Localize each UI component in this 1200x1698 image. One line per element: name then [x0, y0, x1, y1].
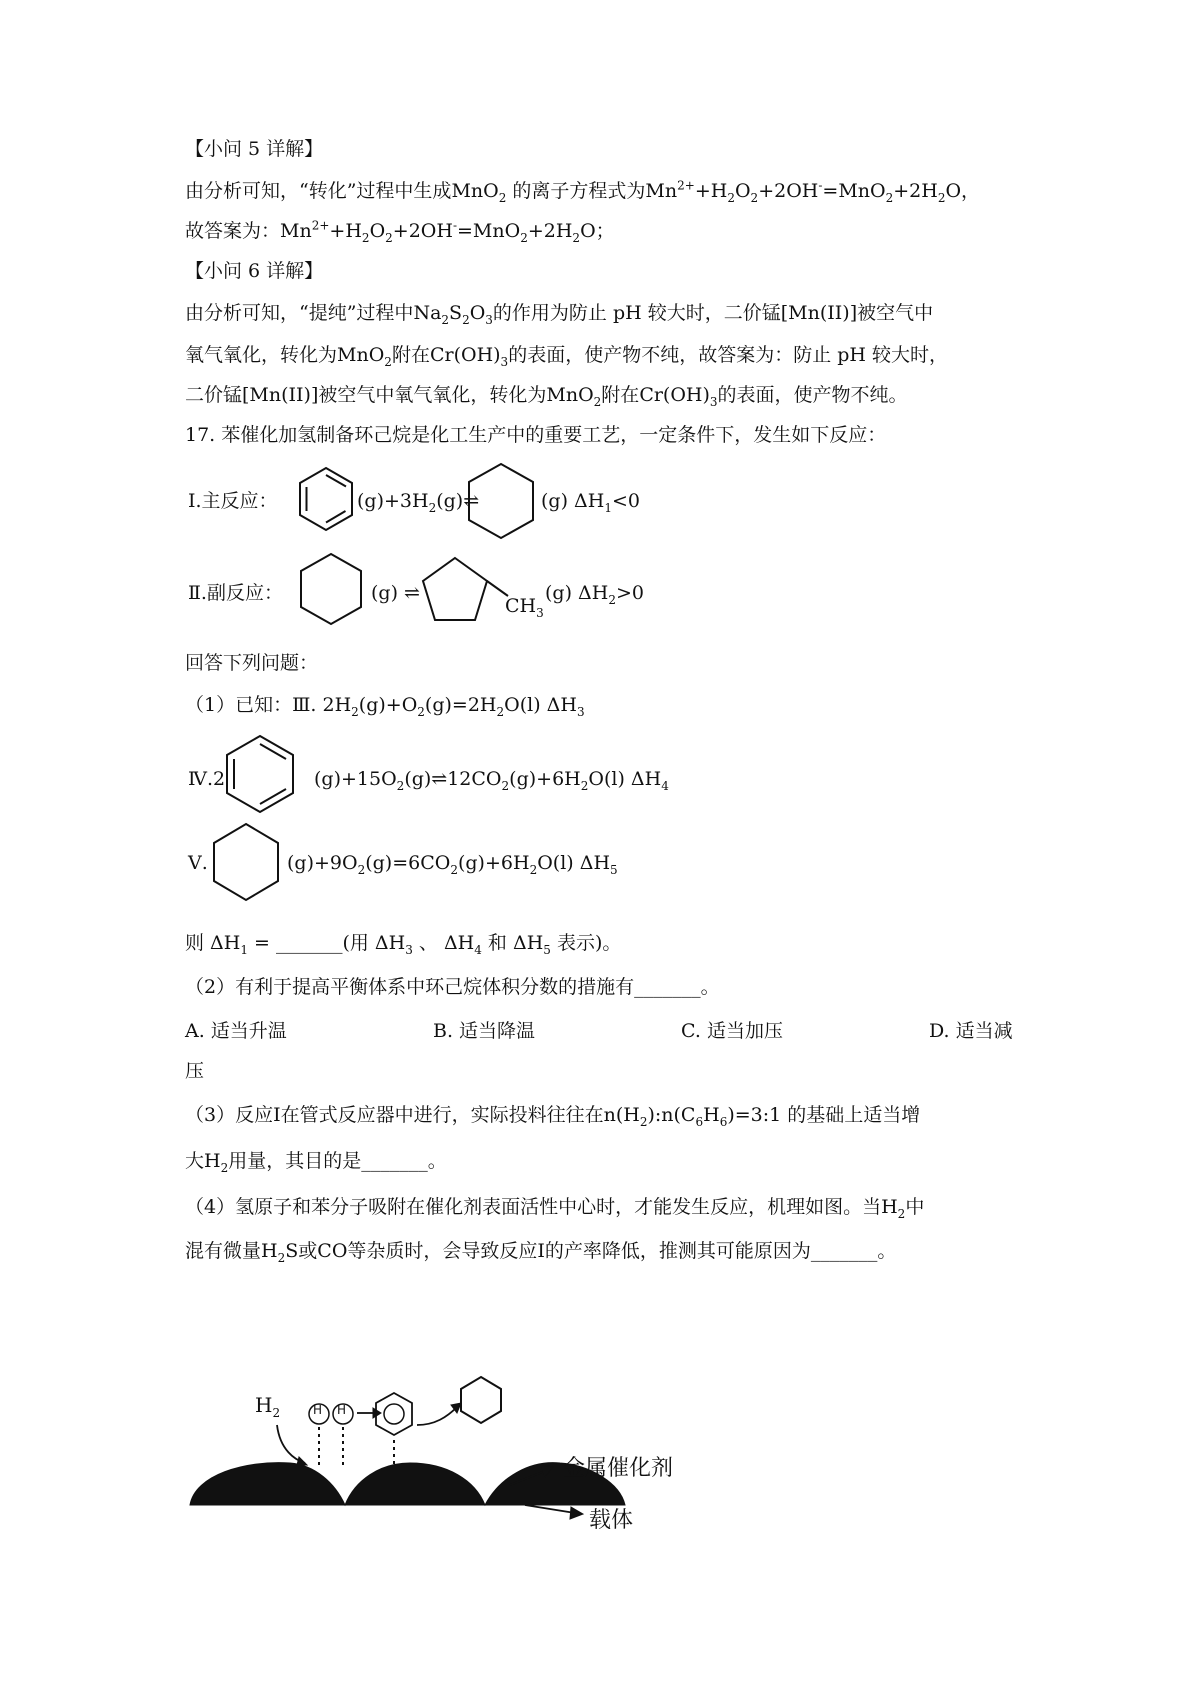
q17-intro: 17. 苯催化加氢制备环己烷是化工生产中的重要工艺，一定条件下，发生如下反应：	[185, 424, 887, 446]
part-3-line-1: （3）反应Ⅰ在管式反应器中进行，实际投料往往在$n(H_2):n(C_6H_6)=3:1$ 的基础上适当增	[185, 1104, 921, 1129]
mechanism-diagram	[185, 1405, 765, 1555]
option-a: A. 适当升温	[185, 1020, 287, 1042]
reaction-5-label: Ⅴ.	[188, 852, 208, 874]
part-4-line-1: （4）氢原子和苯分子吸附在催化剂表面活性中心时，才能发生反应，机理如图。当$H_2$中	[185, 1196, 925, 1221]
support-label: 载体	[589, 1508, 634, 1533]
reaction-1-middle: $(g)+3H_2(g)\rightleftharpoons$	[357, 490, 480, 515]
answer-prompt: 回答下列问题：	[185, 652, 319, 674]
cyclohexane-ring	[298, 552, 364, 628]
benzene-ring	[296, 466, 356, 534]
reaction-5-equation: $(g)+9O_2(g)=6CO_2(g)+6H_2O(l)$ $\Delta H_5$	[287, 852, 618, 877]
mechanism-figure	[185, 1393, 765, 1555]
option-b: B. 适当降温	[433, 1020, 536, 1042]
methylcyclopentane	[420, 556, 510, 628]
methyl-label: $CH_3$	[505, 595, 544, 620]
option-d: D. 适当减	[929, 1020, 1013, 1042]
metal-catalyst-label: 金属催化剂	[563, 1456, 674, 1481]
option-c: C. 适当加压	[681, 1020, 783, 1042]
q5-heading: 【小问 5 详解】	[185, 138, 324, 160]
q6-line-2: 氧气氧化，转化为MnO$_2$附在$Cr(OH)_3$的表面，使产物不纯，故答案为：防止 pH 较大时，	[185, 344, 948, 369]
part-4-line-2: 混有微量$H_2S$或CO等杂质时，会导致反应Ⅰ的产率降低，推测其可能原因为_______。	[185, 1240, 897, 1265]
delta-h1-question: 则 $\Delta H_1$ = _______(用 $\Delta H_3$ 、 $\Delta H_4$ 和 $\Delta H_5$ 表示)。	[185, 932, 622, 957]
reaction-2-middle: (g) ⇌	[371, 582, 420, 604]
h2-label: $H_2$	[255, 1393, 281, 1420]
q6-line-1: 由分析可知，“提纯”过程中$Na_2S_2O_3$的作用为防止 pH 较大时，二价锰[Mn(II)]被空气中	[185, 302, 934, 327]
cyclohexane-ring	[212, 822, 280, 902]
h-atom-label: H	[313, 1403, 323, 1417]
reaction-1-end: (g) $\Delta H_1<0$	[541, 490, 640, 515]
part-1-eq-3: （1）已知：Ⅲ. $2H_2(g)+O_2(g)=2H_2O(l)$ $\Delta H_3$	[185, 694, 585, 719]
q5-line-2: 故答案为：$Mn^{2+}+H_2O_2+2OH^-=MnO_2+2H_2O$；	[185, 218, 615, 245]
part-2-question: （2）有利于提高平衡体系中环己烷体积分数的措施有_______。	[185, 976, 720, 998]
q6-line-3: 二价锰[Mn(II)]被空气中氧气氧化，转化为MnO$_2$附在$Cr(OH)_3$的表面，使产物不纯。	[185, 384, 908, 409]
reaction-4-equation: $(g)+15O_2(g)\rightleftharpoons 12CO_2(g)+6H_2O(l)$ $\Delta H_4$	[314, 768, 669, 793]
reaction-2-label: Ⅱ.副反应：	[188, 582, 283, 604]
part-3-line-2: 大$H_2$用量，其目的是_______。	[185, 1150, 447, 1175]
benzene-ring	[224, 734, 296, 814]
option-d-cont: 压	[185, 1060, 205, 1082]
reaction-1-label: Ⅰ.主反应：	[188, 490, 278, 512]
reaction-4-label: Ⅳ.2	[188, 768, 226, 790]
cyclohexane-ring	[466, 462, 536, 540]
q5-line-1: 由分析可知，“转化”过程中生成MnO$_2$ 的离子方程式为$Mn^{2+}+H_2O_2+2OH^-=MnO_2+2H_2O$，	[185, 178, 981, 205]
reaction-2-end: (g) $\Delta H_2>0$	[545, 582, 644, 607]
q6-heading: 【小问 6 详解】	[185, 260, 324, 282]
h-atom-label: H	[337, 1403, 347, 1417]
